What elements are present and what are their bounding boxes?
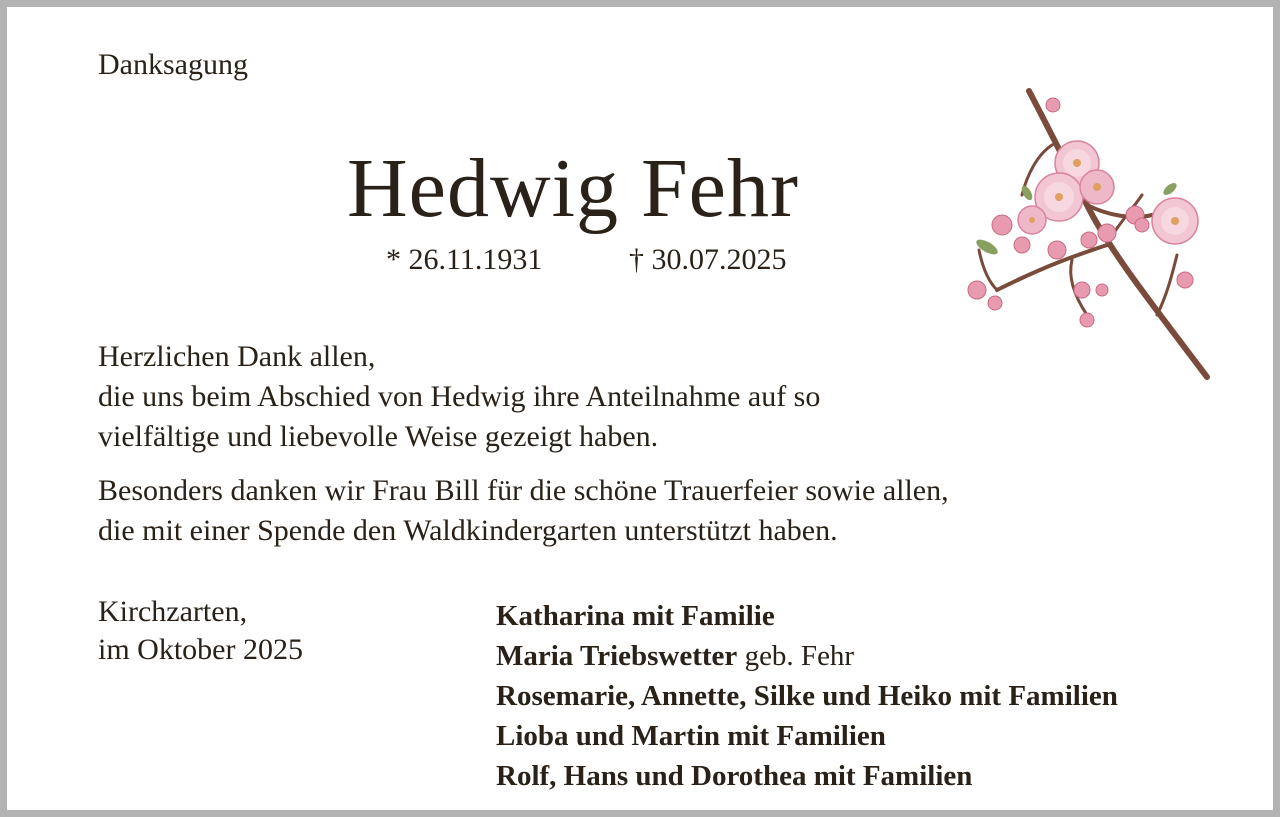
paragraph-line: die mit einer Spende den Waldkindergarten unterstützt haben. [98, 514, 838, 547]
signers-list [496, 596, 1118, 796]
special-thanks-paragraph [98, 471, 949, 551]
signer-maiden-name: geb. Fehr [737, 640, 855, 672]
signer-line: Rolf, Hans und Dorothea mit Familien [496, 760, 973, 792]
paragraph-line: vielfältige und liebevolle Weise gezeigt haben. [98, 420, 659, 453]
place-line: Kirchzarten, [98, 595, 248, 628]
place-and-date [98, 593, 303, 669]
birth-date: * 26.11.1931 [386, 243, 543, 276]
cherry-blossom-branch-icon [957, 85, 1217, 385]
signer-line: Rosemarie, Annette, Silke und Heiko mit Familien [496, 680, 1118, 712]
signer-line: Lioba und Martin mit Familien [496, 720, 886, 752]
card-heading: Danksagung [98, 48, 248, 81]
paragraph-line: Besonders danken wir Frau Bill für die schöne Trauerfeier sowie allen, [98, 474, 949, 507]
date-line: im Oktober 2025 [98, 633, 303, 666]
signer-name: Maria Triebswetter [496, 640, 738, 672]
paragraph-line: Herzlichen Dank allen, [98, 340, 376, 373]
thanks-paragraph [98, 337, 820, 457]
signer-line: Katharina mit Familie [496, 600, 775, 632]
death-date: † 30.07.2025 [629, 243, 787, 276]
signer-line [496, 636, 1118, 676]
deceased-name: Hedwig Fehr [347, 142, 799, 235]
paragraph-line: die uns beim Abschied von Hedwig ihre Anteilnahme auf so [98, 380, 821, 413]
